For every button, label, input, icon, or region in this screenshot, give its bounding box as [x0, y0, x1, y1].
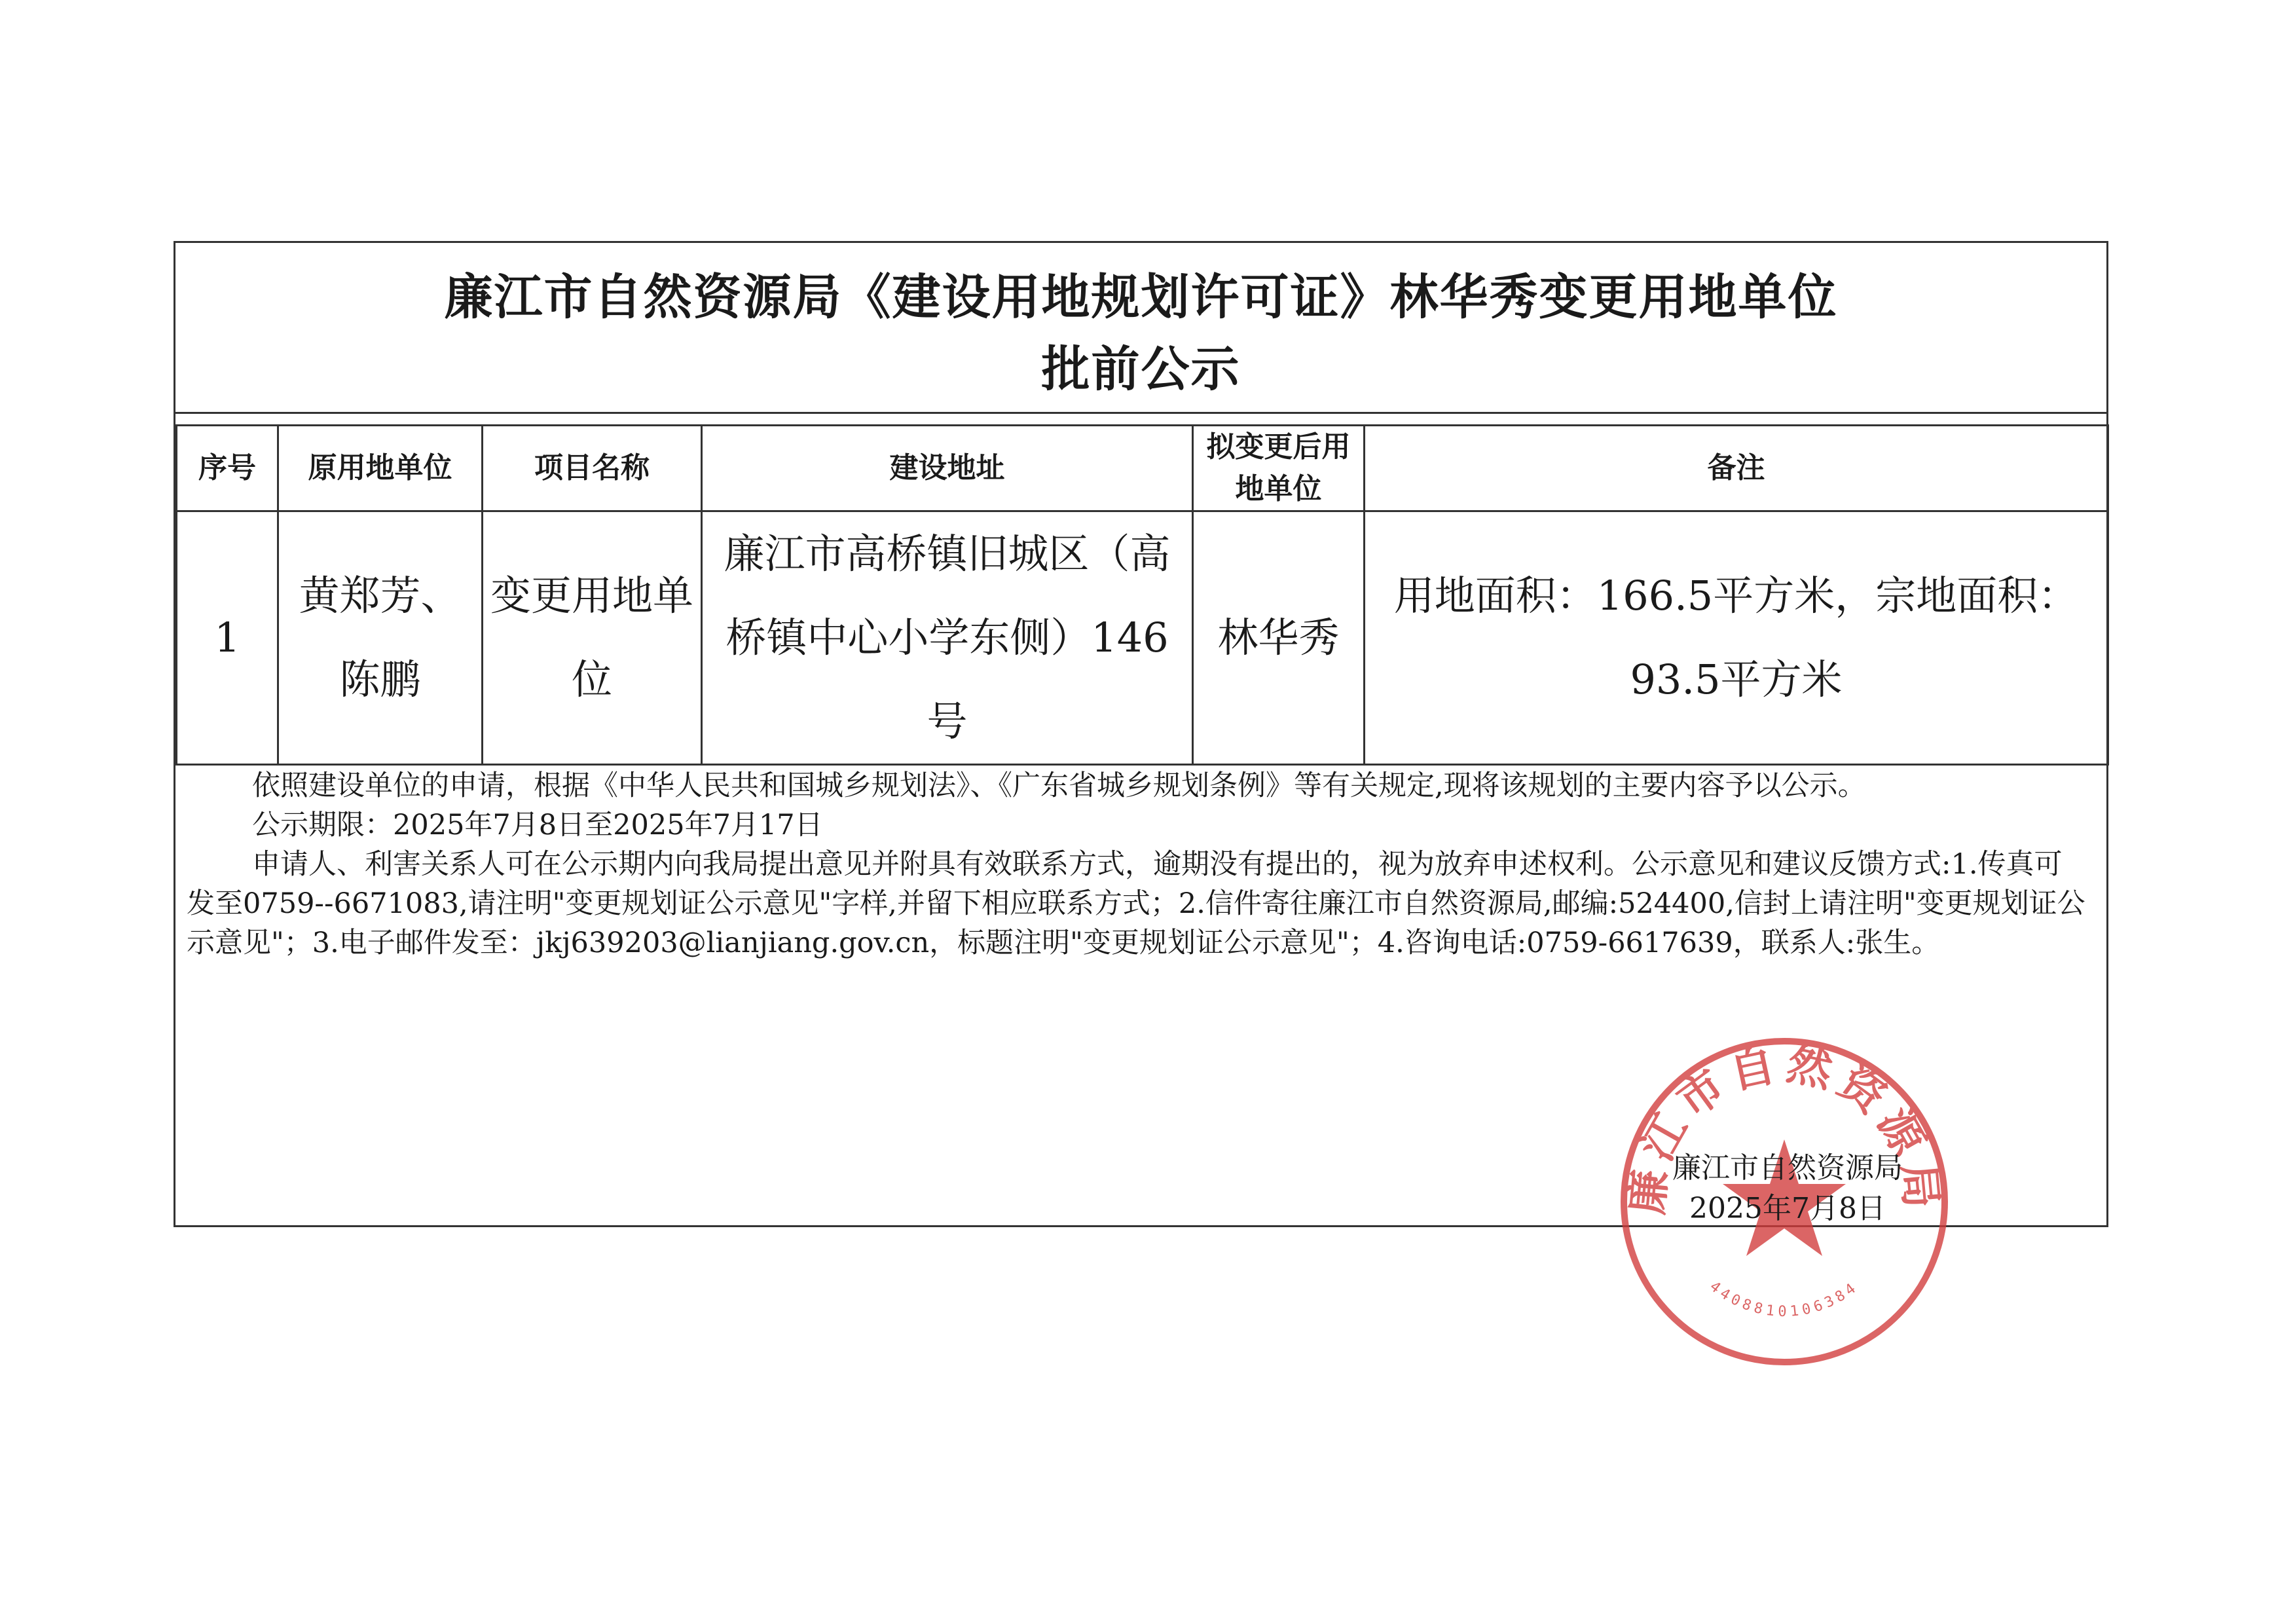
- header-project: 项目名称: [483, 426, 702, 511]
- header-orig-unit: 原用地单位: [278, 426, 483, 511]
- notice-period: 公示期限：2025年7月8日至2025年7月17日: [252, 809, 823, 841]
- seal-code: 4408810106384: [1706, 1278, 1862, 1320]
- intro-paragraph: 依照建设单位的申请，根据《中华人民共和国城乡规划法》、《广东省城乡规划条例》等有关规定,现将该规划的主要内容予以公示。: [252, 769, 1866, 802]
- header-address: 建设地址: [702, 426, 1193, 511]
- seal-text: 廉江市自然资源局: [1621, 1038, 1948, 1217]
- cell-seq: 1: [177, 511, 278, 765]
- header-new-unit: 拟变更后用地单位: [1193, 426, 1365, 511]
- issuing-org: 廉江市自然资源局: [1672, 1151, 1903, 1185]
- cell-remark: 用地面积：166.5平方米，宗地面积：93.5平方米: [1365, 511, 2108, 765]
- notice-table: [175, 424, 2109, 766]
- notice-title: 廉江市自然资源局《建设用地规划许可证》林华秀变更用地单位: [444, 269, 1838, 325]
- table-header-row: [177, 426, 2108, 511]
- notice-subtitle: 批前公示: [1041, 341, 1241, 397]
- svg-text:4408810106384: [1706, 1278, 1862, 1320]
- cell-orig-unit: 黄郑芳、陈鹏: [278, 511, 483, 765]
- cell-project: 变更用地单位: [483, 511, 702, 765]
- header-seq: 序号: [177, 426, 278, 511]
- table-row: [177, 511, 2108, 765]
- notice-title-block: [174, 242, 2108, 414]
- header-remark: 备注: [1365, 426, 2108, 511]
- issue-date: 2025年7月8日: [1689, 1192, 1886, 1225]
- signature-block: [1643, 1148, 1932, 1229]
- cell-address: 廉江市高桥镇旧城区（高桥镇中心小学东侧）146号: [702, 511, 1193, 765]
- feedback-paragraph: 申请人、利害关系人可在公示期内向我局提出意见并附具有效联系方式，逾期没有提出的，视为放弃申述权利。公示意见和建议反馈方式:1.传真可发至0759--6671083,请注明"变更规划证公示意见"字样,并留下相应联系方式；2.信件寄往廉江市自然资源局,邮编:524400,信封上请注明"变更规划证公示意见"；3.电子邮件发至：jkj639203@lianjiang.gov.cn，标题注明"变更规划证公示意见"；4.咨询电话:0759-6617639，联系人:张生。: [187, 848, 2085, 959]
- notice-body: [187, 766, 2089, 963]
- cell-new-unit: 林华秀: [1193, 511, 1365, 765]
